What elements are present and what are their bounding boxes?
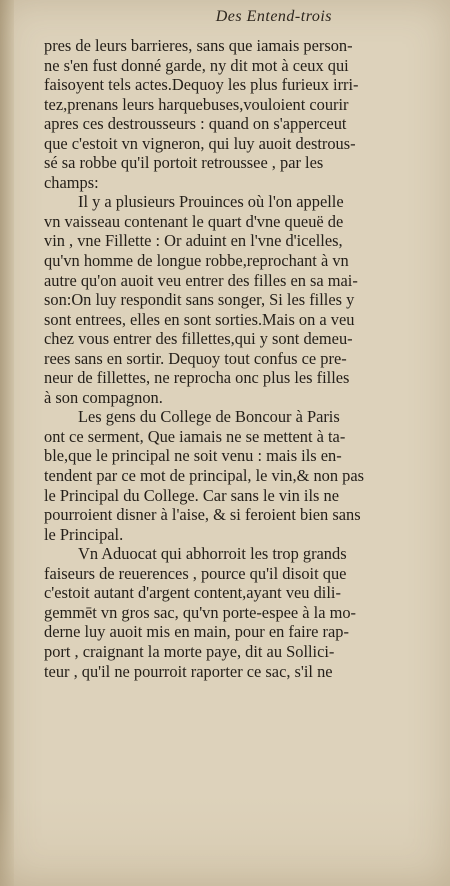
text-line: que c'estoit vn vigneron, qui luy auoit destrous- — [44, 133, 356, 153]
text-line: derne luy auoit mis en main, pour en faire rap- — [44, 622, 349, 642]
text-line: qu'vn homme de longue robbe,reprochant à vn — [44, 251, 349, 271]
body-text — [44, 36, 436, 681]
text-line: faisoyent tels actes.Dequoy les plus furieux irri- — [44, 75, 359, 95]
text-line: le Principal du College. Car sans le vin ils ne — [44, 485, 339, 505]
text-line: vn vaisseau contenant le quart d'vne queuë de — [44, 211, 344, 231]
text-line: à son compagnon. — [44, 387, 163, 407]
page-gutter — [0, 0, 14, 886]
text-line: son:On luy respondit sans songer, Si les filles y — [44, 290, 355, 310]
text-line: neur de fillettes, ne reprocha onc plus les filles — [44, 368, 350, 388]
text-line: chez vous entrer des fillettes,qui y sont demeu- — [44, 329, 353, 349]
text-line: pourroient disner à l'aise, & si feroient bien sans — [44, 505, 361, 525]
text-line: sont entrees, elles en sont sorties.Mais on a veu — [44, 309, 355, 329]
text-line: autre qu'on auoit veu entrer des filles en sa mai- — [44, 270, 358, 290]
text-line: sé sa robbe qu'il portoit retroussee , par les — [44, 153, 324, 173]
text-line: teur , qu'il ne pourroit raporter ce sac, s'il ne — [44, 661, 333, 681]
running-head: Des Entend-trois — [215, 8, 332, 25]
text-line: port , craignant la morte paye, dit au Sollici- — [44, 641, 335, 661]
text-line: ont ce serment, Que iamais ne se mettent à ta- — [44, 426, 346, 446]
text-line: champs: — [44, 172, 99, 192]
text-line: gemmēt vn gros sac, qu'vn porte-espee à la mo- — [44, 602, 356, 622]
text-line: apres ces destrousseurs : quand on s'apperceut — [44, 114, 347, 134]
text-line: vin , vne Fillette : Or aduint en l'vne d'icelles, — [44, 231, 343, 251]
text-line: tendent par ce mot de principal, le vin,& non pas — [44, 466, 364, 486]
text-line: rees sans en sortir. Dequoy tout confus ce pre- — [44, 348, 347, 368]
paragraph-start-line: Les gens du College de Boncour à Paris — [78, 407, 340, 427]
text-line: faiseurs de reuerences , pource qu'il disoit que — [44, 563, 347, 583]
text-line: pres de leurs barrieres, sans que iamais person- — [44, 36, 353, 55]
text-line: tez,prenans leurs harquebuses,vouloient courir — [44, 94, 349, 114]
bottom-margin — [0, 796, 450, 886]
text-line: ble,que le principal ne soit venu : mais ils en- — [44, 446, 342, 466]
text-line: ne s'en fust donné garde, ny dit mot à ceux qui — [44, 55, 349, 75]
paragraph-start-line: Vn Aduocat qui abhorroit les trop grands — [78, 544, 347, 564]
text-line: c'estoit autant d'argent content,ayant veu dili- — [44, 583, 341, 603]
paragraph-start-line: Il y a plusieurs Prouinces où l'on appelle — [78, 192, 344, 212]
text-line: le Principal. — [44, 524, 124, 544]
